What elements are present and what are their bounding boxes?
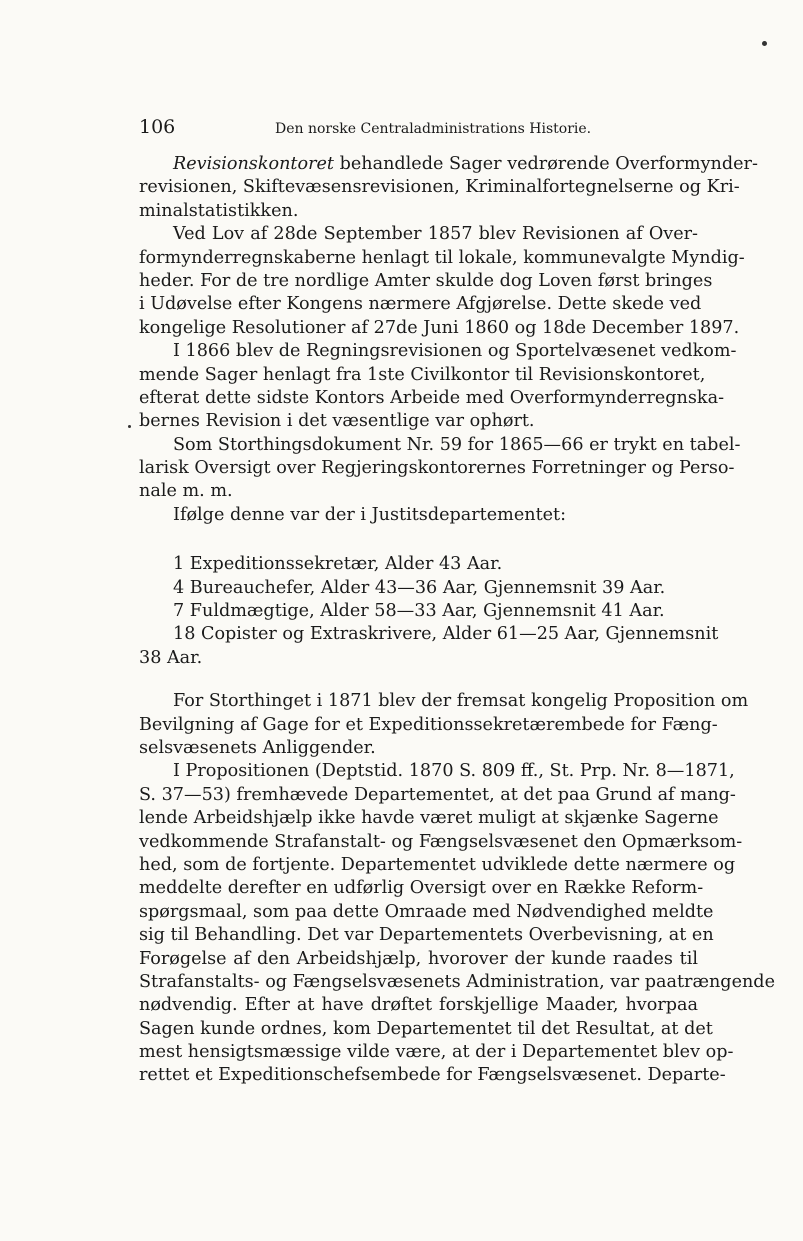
text-line: mest hensigtsmæssige vilde være, at der i Departementet blev op-	[139, 1042, 734, 1063]
list-item: 38 Aar.	[139, 647, 203, 668]
text-line: Forøgelse af den Arbeidshjælp, hvorover der kunde raades til	[139, 948, 698, 969]
paragraph-7	[139, 760, 775, 1087]
list-item: 1 Expeditionssekretær, Alder 43 Aar.	[173, 554, 503, 575]
paragraph-4	[139, 434, 741, 504]
ink-speck	[128, 425, 131, 428]
text-line: bernes Revision i det væsentlige var ophørt.	[139, 411, 535, 432]
list-item: 4 Bureauchefer, Alder 43—36 Aar, Gjennemsnit 39 Aar.	[173, 577, 666, 598]
list-item: 18 Copister og Extraskrivere, Alder 61—25 Aar, Gjennemsnit	[173, 624, 719, 645]
list-item: 7 Fuldmægtige, Alder 58—33 Aar, Gjennemsnit 41 Aar.	[173, 601, 665, 622]
text-line: i Udøvelse efter Kongens nærmere Afgjørelse. Dette skede ved	[139, 294, 702, 315]
text-line: formynderregnskaberne henlagt til lokale, kommunevalgte Myndig-	[139, 247, 745, 268]
text-line	[139, 153, 758, 176]
text-line: revisionen, Skiftevæsensrevisionen, Kriminalfortegnelserne og Kri-	[139, 177, 740, 198]
ink-speck	[762, 41, 767, 46]
text-span: behandlede Sager vedrørende Overformynder-	[333, 154, 758, 174]
text-line: S. 37—53) fremhævede Departementet, at det paa Grund af mang-	[139, 784, 736, 805]
text-line: sig til Behandling. Det var Departementets Overbevisning, at en	[139, 925, 714, 946]
text-line: Bevilgning af Gage for et Expeditionssekretærembede for Fæng-	[139, 714, 718, 735]
paragraph-6	[139, 690, 749, 760]
staff-list	[139, 553, 719, 670]
text-line: larisk Oversigt over Regjeringskontorernes Forretninger og Perso-	[139, 458, 735, 479]
body-text	[139, 153, 775, 1088]
text-line: kongelige Resolutioner af 27de Juni 1860 og 18de December 1897.	[139, 317, 740, 338]
spacer	[139, 527, 698, 553]
text-line: Strafanstalts- og Fængselsvæsenets Administration, var paatrængende	[139, 971, 775, 992]
text-line: meddelte derefter en udførlig Oversigt over en Række Reform-	[139, 878, 704, 899]
text-line: nødvendig. Efter at have drøftet forskjellige Maader, hvorpaa	[139, 995, 698, 1016]
text-line: rettet et Expeditionschefsembede for Fængselsvæsenet. Departe-	[139, 1065, 726, 1086]
text-line: lende Arbeidshjælp ikke havde været muligt at skjænke Sagerne	[139, 808, 719, 829]
text-line: mende Sager henlagt fra 1ste Civilkontor til Revisionskontoret,	[139, 364, 706, 385]
text-line: Som Storthingsdokument Nr. 59 for 1865—66 er trykt en tabel-	[173, 434, 741, 455]
text-line: spørgsmaal, som paa dette Omraade med Nødvendighed meldte	[139, 901, 714, 922]
text-line: vedkommende Strafanstalt- og Fængselsvæsenet den Opmærksom-	[139, 831, 743, 852]
text-line: I 1866 blev de Regningsrevisionen og Sportelvæsenet vedkom-	[173, 341, 737, 362]
paragraph-1	[139, 153, 758, 223]
paragraph-2	[139, 223, 745, 340]
text-line: I Propositionen (Deptstid. 1870 S. 809 ff., St. Prp. Nr. 8—1871,	[173, 761, 735, 782]
text-line: Sagen kunde ordnes, kom Departementet til det Resultat, at det	[139, 1018, 713, 1039]
page-number: 106	[139, 116, 176, 138]
text-line: efterat dette sidste Kontors Arbeide med Overformynderregnska-	[139, 387, 725, 408]
text-line: hed, som de fortjente. Departementet udviklede dette nærmere og	[139, 854, 736, 875]
italic-term: Revisionskontoret	[173, 154, 334, 174]
spacer	[139, 670, 698, 690]
text-line: For Storthinget i 1871 blev der fremsat kongelig Proposition om	[173, 691, 749, 712]
text-line: nale m. m.	[139, 481, 233, 502]
page-header	[139, 116, 659, 138]
text-line: Ved Lov af 28de September 1857 blev Revisionen af Over-	[173, 224, 698, 245]
text-line: heder. For de tre nordlige Amter skulde dog Loven først bringes	[139, 270, 713, 291]
text-line: minalstatistikken.	[139, 200, 299, 221]
text-line: selsvæsenets Anliggender.	[139, 737, 376, 758]
paragraph-3	[139, 340, 737, 434]
paragraph-5	[139, 504, 698, 527]
text-line: Ifølge denne var der i Justitsdepartementet:	[173, 504, 567, 525]
running-title: Den norske Centraladministrations Historie.	[275, 121, 592, 137]
